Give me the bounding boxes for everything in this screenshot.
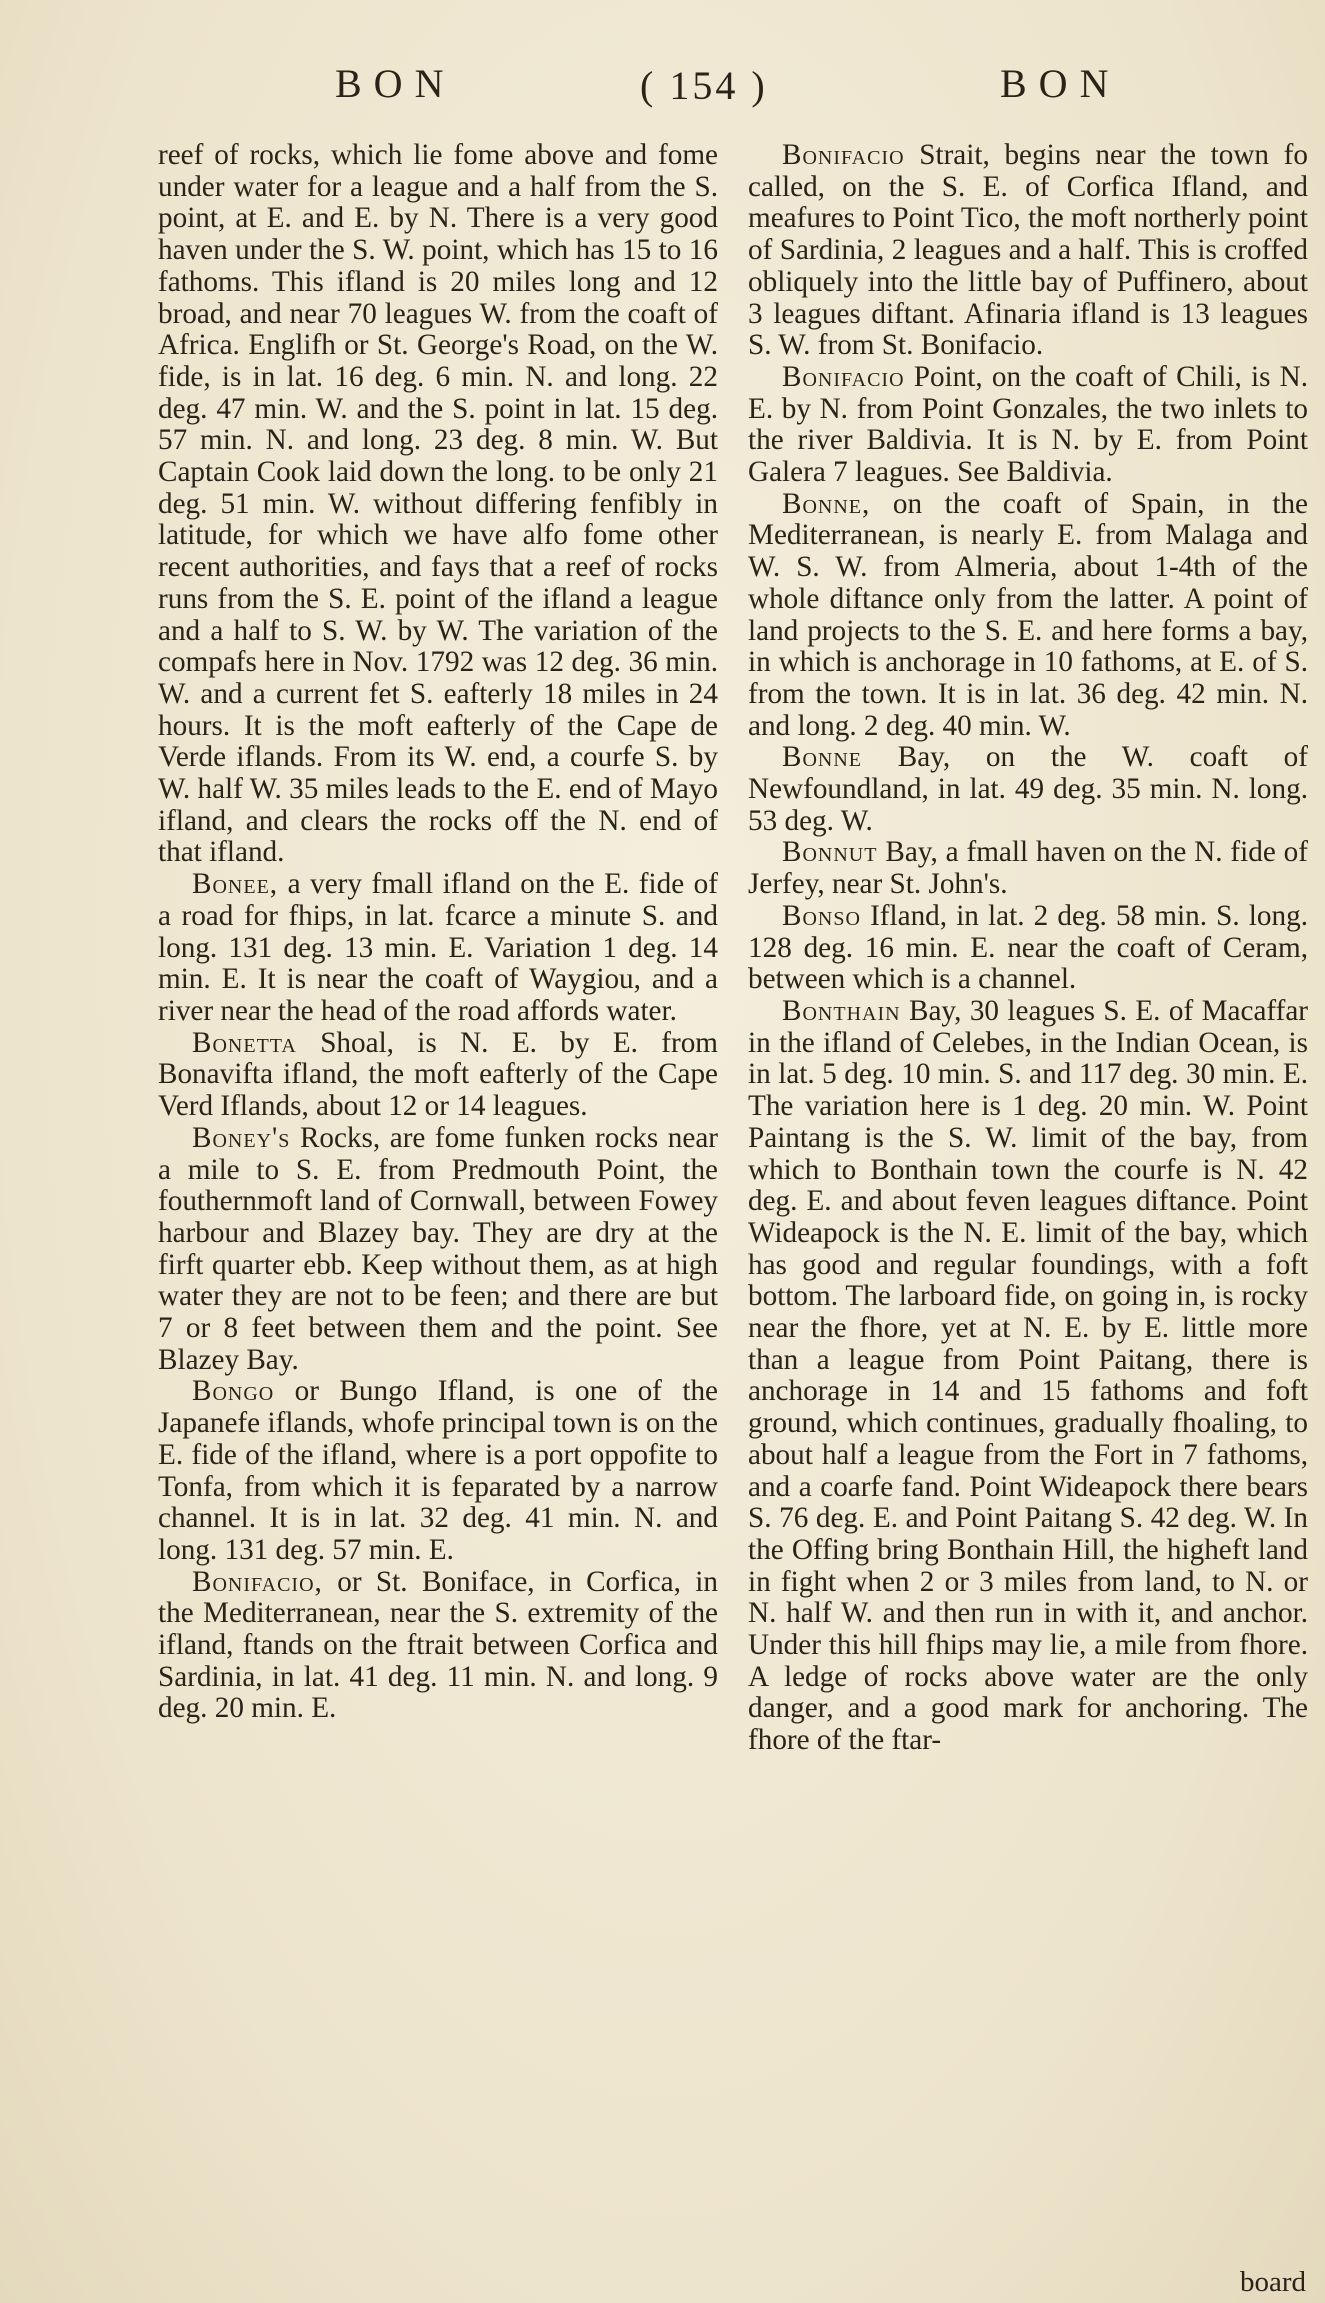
entry-headword: Boney's <box>192 1121 291 1154</box>
entry-bonifacio-strait: Bonifacio Strait, begins near the town fo called, on the S. E. of Corfica Ifland, and meafures to Point Tico, the moft northerly point of Sardinia, 2 leagues and a half. This is croffed obliquely into the little bay of Puffinero, about 3 leagues diftant. Afinaria ifland is 13 leagues S. W. from St. Bonifacio. <box>748 139 1308 362</box>
header-left-word: BON <box>335 61 456 106</box>
entry-headword: Bonee, <box>192 868 279 901</box>
entry-bonee: Bonee, a very fmall ifland on the E. fide of a road for fhips, in lat. fcarce a minute S. and long. 131 deg. 13 min. E. Variation 1 deg. 14 min. E. It is near the coaft of Waygiou, and a river near the head of the road affords water. <box>158 868 718 1027</box>
entry-bonetta: Bonetta Shoal, is N. E. by E. from Bonavifta ifland, the moft eafterly of the Cape Verd Iflands, about 12 or 14 leagues. <box>158 1026 718 1123</box>
page-number: ( 154 ) <box>640 63 768 108</box>
entry-bonnut-bay: Bonnut Bay, a fmall haven on the N. fide of Jerfey, near St. John's. <box>748 836 1308 901</box>
entry-continuation: reef of rocks, which lie fome above and fome under water for a league and a half from the S. point, at E. and E. by N. There is a very good haven under the S. W. point, which has 15 to 16 fathoms. This ifland is 20 miles long and 12 broad, and near 70 leagues W. from the coaft of Africa. Englifh or St. George's Road, on the W. fide, is in lat. 16 deg. 6 min. N. and long. 22 deg. 47 min. W. and the S. point in lat. 15 deg. 57 min. N. and long. 23 deg. 8 min. W. But Captain Cook laid down the long. to be only 21 deg. 51 min. W. without differing fenfibly in latitude, for which we have alfo fome other recent authorities, and fays that a reef of rocks runs from the S. E. point of the ifland a league and a half to S. W. by W. The variation of the compafs here in Nov. 1792 was 12 deg. 36 min. W. and a current fet S. eafterly 18 miles in 24 hours. It is the moft eafterly of the Cape de Verde iflands. From its W. end, a courfe S. by W. half W. 35 miles leads to the E. end of Mayo ifland, and clears the rocks off the N. end of that ifland. <box>158 139 718 869</box>
entry-boneys-rocks: Boney's Rocks, are fome funken rocks near a mile to S. E. from Predmouth Point, the fouthernmoft land of Cornwall, between Fowey harbour and Blazey bay. They are dry at the firft quarter ebb. Keep without them, as at high water they are not to be feen; and there are but 7 or 8 feet between them and the point. See Blazey Bay. <box>158 1121 718 1376</box>
entry-headword: Bonthain <box>782 994 901 1027</box>
entry-headword: Bonnut <box>782 836 878 869</box>
entry-headword: Bonifacio, <box>192 1565 323 1598</box>
entry-bonifacio-point: Bonifacio Point, on the coaft of Chili, is N. E. by N. from Point Gonzales, the two inlets to the river Baldivia. It is N. by E. from Point Galera 7 leagues. See Baldivia. <box>748 360 1308 489</box>
entry-headword: Bonifacio <box>782 139 905 171</box>
entry-headword: Bongo <box>192 1375 275 1408</box>
left-column <box>158 140 718 1725</box>
entry-bonifacio: Bonifacio, or St. Boniface, in Corfica, in the Mediterranean, near the S. extremity of the ifland, ftands on the ftrait between Corfica and Sardinia, in lat. 41 deg. 11 min. N. and long. 9 deg. 20 min. E. <box>158 1565 718 1725</box>
entry-headword: Bonifacio <box>782 360 905 393</box>
right-column <box>748 140 1308 1757</box>
catchword: board <box>1240 2266 1307 2298</box>
entry-bonne: Bonne, on the coaft of Spain, in the Mediterranean, is nearly E. from Malaga and W. S. W. from Almeria, about 1-4th of the whole diftance only from the latter. A point of land projects to the S. E. and here forms a bay, in which is anchorage in 10 fathoms, at E. of S. from the town. It is in lat. 36 deg. 42 min. N. and long. 2 deg. 40 min. W. <box>748 487 1308 742</box>
entry-headword: Bonso <box>782 899 861 932</box>
entry-bonthain-bay: Bonthain Bay, 30 leagues S. E. of Macaffar in the ifland of Celebes, in the Indian Ocean, is in lat. 5 deg. 10 min. S. and 117 deg. 30 min. E. The variation here is 1 deg. 20 min. W. Point Paintang is the S. W. limit of the bay, from which to Bonthain town the courfe is N. 42 deg. E. and about feven leagues diftance. Point Wideapock is the N. E. limit of the bay, which has good and regular foundings, with a foft bottom. The larboard fide, on going in, is rocky near the fhore, yet at N. E. by E. little more than a league from Point Paitang, there is anchorage in 14 and 15 fathoms and foft ground, which continues, gradually fhoaling, to about half a league from the Fort in 7 fathoms, and a coarfe fand. Point Wideapock there bears S. 76 deg. E. and Point Paitang S. 42 deg. W. In the Offing bring Bonthain Hill, the higheft land in fight when 2 or 3 miles from land, to N. or N. half W. and then run in with it, and anchor. Under this hill fhips may lie, a mile from fhore. A ledge of rocks above water are the only danger, and a good mark for anchoring. The fhore of the ftar- <box>748 994 1308 1757</box>
entry-headword: Bonne, <box>782 487 871 520</box>
entry-bonso: Bonso Ifland, in lat. 2 deg. 58 min. S. long. 128 deg. 16 min. E. near the coaft of Ceram, between which is a channel. <box>748 899 1308 996</box>
entry-headword: Bonetta <box>192 1026 297 1059</box>
entry-bonne-bay: Bonne Bay, on the W. coaft of Newfoundland, in lat. 49 deg. 35 min. N. long. 53 deg. W. <box>748 741 1308 837</box>
running-header <box>0 60 1325 120</box>
header-right-word: BON <box>1000 61 1121 106</box>
entry-headword: Bonne <box>782 741 863 774</box>
entry-bongo: Bongo or Bungo Ifland, is one of the Japanefe iflands, whofe principal town is on the E. fide of the ifland, where is a port oppofite to Tonfa, from which it is feparated by a narrow channel. It is in lat. 32 deg. 41 min. N. and long. 131 deg. 57 min. E. <box>158 1375 718 1566</box>
